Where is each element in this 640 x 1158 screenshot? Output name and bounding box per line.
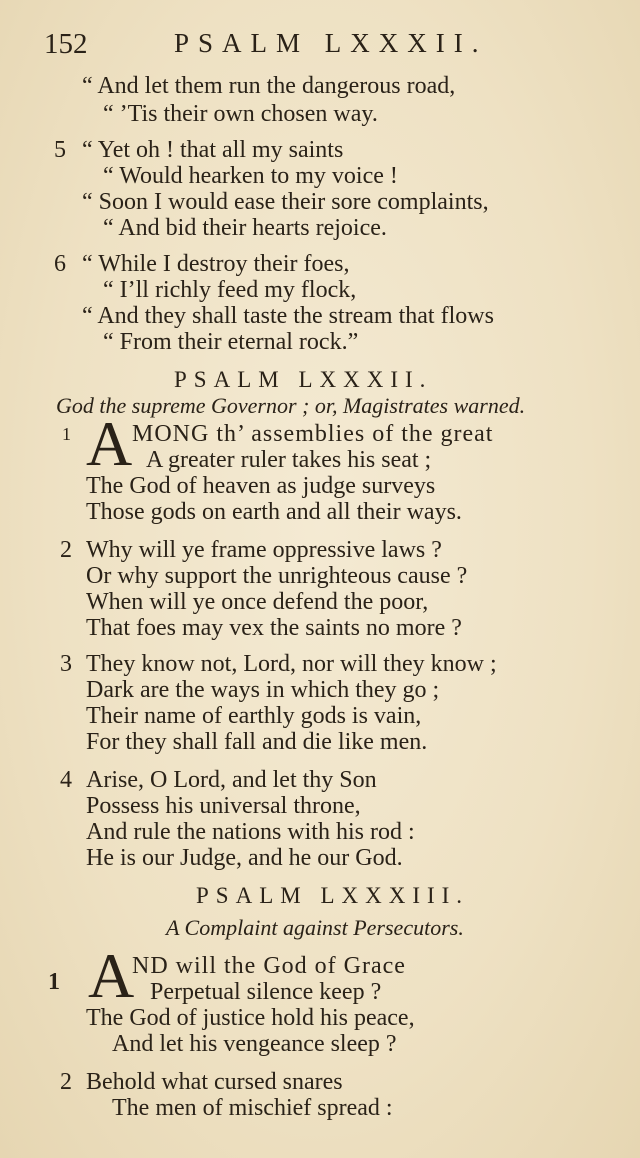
running-title: PSALM LXXXII. — [174, 28, 488, 58]
verse-line: Those gods on earth and all their ways. — [86, 499, 462, 525]
psalm-subtitle: A Complaint against Persecutors. — [166, 915, 464, 940]
verse-number: 3 — [60, 651, 72, 677]
page-number: 152 — [44, 28, 88, 60]
verse-line: “ Would hearken to my voice ! — [103, 163, 398, 189]
verse-number: 2 — [60, 537, 72, 563]
verse-line: “ While I destroy their foes, — [82, 251, 350, 277]
verse-number: 1 — [48, 969, 60, 995]
verse-line: “ And let them run the dangerous road, — [82, 73, 456, 99]
verse-number: 5 — [54, 137, 66, 163]
verse-line: “ And they shall taste the stream that flows — [82, 303, 494, 329]
verse-line: For they shall fall and die like men. — [86, 729, 428, 755]
verse-line: The God of heaven as judge surveys — [86, 473, 436, 499]
verse-number: 4 — [60, 767, 72, 793]
verse-line: Dark are the ways in which they go ; — [86, 677, 440, 703]
verse-line: He is our Judge, and he our God. — [86, 845, 403, 871]
verse-line: “ I’ll richly feed my flock, — [103, 277, 357, 303]
verse-number: 1 — [62, 424, 71, 444]
verse-line: “ And bid their hearts rejoice. — [103, 215, 387, 241]
verse-line: And let his vengeance sleep ? — [112, 1031, 397, 1057]
verse-line: “ Soon I would ease their sore complaints, — [82, 189, 489, 215]
psalm-title: PSALM LXXXII. — [174, 367, 433, 392]
running-header — [44, 28, 604, 64]
psalm-subtitle: God the supreme Governor ; or, Magistrates warned. — [56, 393, 526, 418]
verse-line: “ From their eternal rock.” — [103, 329, 359, 355]
drop-cap: A — [86, 408, 133, 479]
verse-line: MONG th’ assemblies of the great — [132, 421, 494, 447]
verse-line: Their name of earthly gods is vain, — [86, 703, 422, 729]
verse-number: 2 — [60, 1069, 72, 1095]
verse-line: That foes may vex the saints no more ? — [86, 615, 462, 641]
verse-line: Why will ye frame oppressive laws ? — [86, 537, 442, 563]
verse-line: Arise, O Lord, and let thy Son — [86, 767, 377, 793]
verse-line: Possess his universal throne, — [86, 793, 361, 819]
verse-line: “ ’Tis their own chosen way. — [103, 101, 378, 127]
verse-number: 6 — [54, 251, 66, 277]
verse-line: They know not, Lord, nor will they know ; — [86, 651, 497, 677]
verse-line: And rule the nations with his rod : — [86, 819, 415, 845]
psalm-title: PSALM LXXXIII. — [196, 883, 470, 908]
verse-line: When will ye once defend the poor, — [86, 589, 429, 615]
verse-line: “ Yet oh ! that all my saints — [82, 137, 344, 163]
drop-cap: A — [88, 940, 135, 1011]
verse-line: The God of justice hold his peace, — [86, 1005, 415, 1031]
verse-line: A greater ruler takes his seat ; — [146, 447, 432, 473]
verse-line: Perpetual silence keep ? — [150, 979, 382, 1005]
verse-line: Or why support the unrighteous cause ? — [86, 563, 468, 589]
verse-line: ND will the God of Grace — [132, 953, 406, 979]
verse-line: Behold what cursed snares — [86, 1069, 343, 1095]
verse-line: The men of mischief spread : — [112, 1095, 393, 1121]
